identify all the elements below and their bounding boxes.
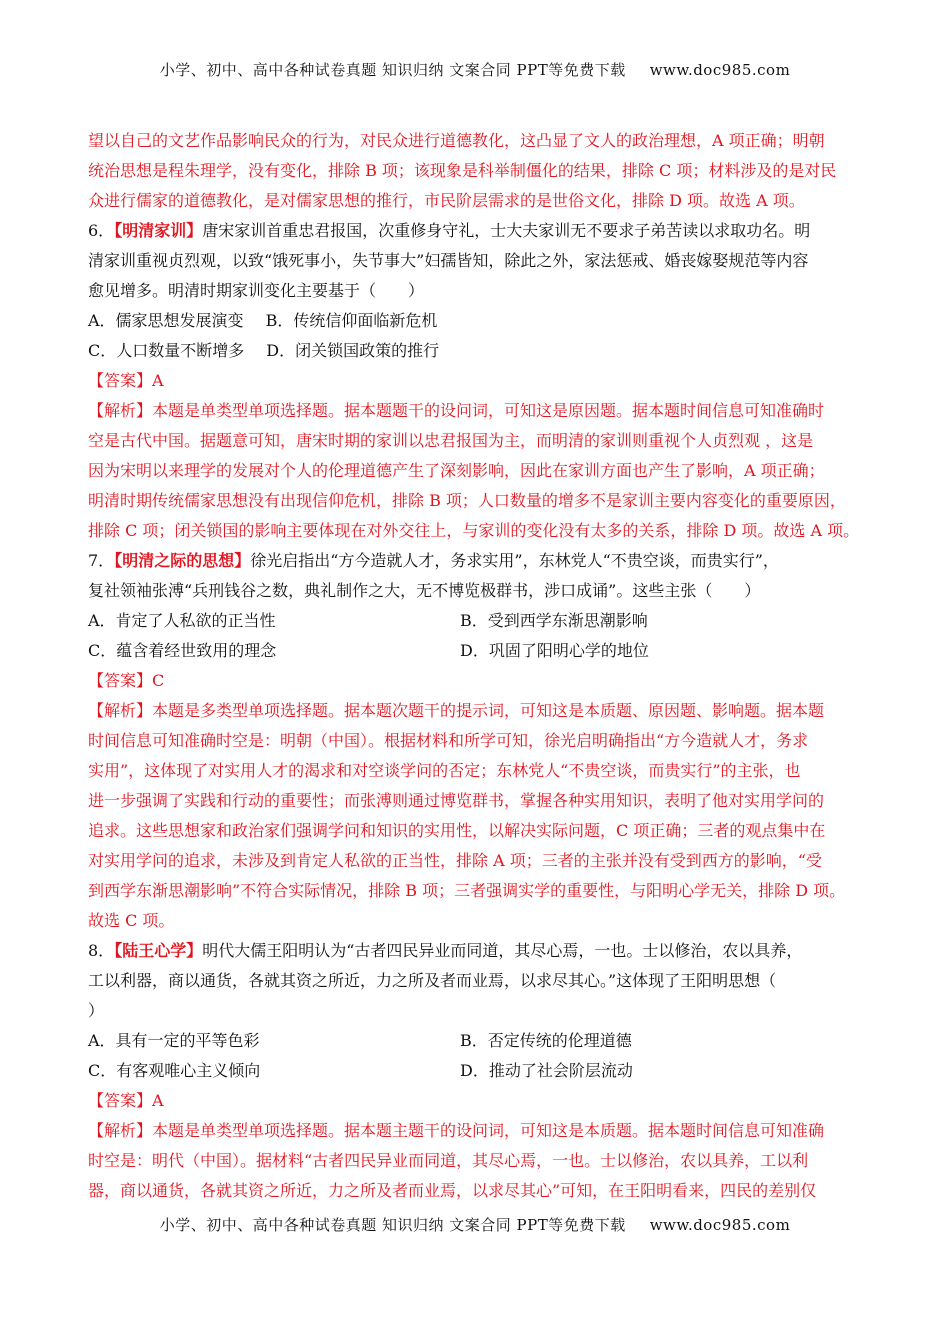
stem-line: 复社领袖张溥“兵刑钱谷之数，典礼制作之大，无不博览极群书，涉口成诵”。这些主张（ ）: [88, 581, 761, 600]
question-stem: [88, 546, 866, 576]
question-stem: [88, 936, 866, 966]
question-tag: 【明清之际的思想】: [114, 551, 251, 570]
analysis-line: 故选 C 项。: [88, 911, 175, 930]
analysis-line: 进一步强调了实践和行动的重要性；而张溥则通过博览群书，掌握各种实用知识，表明了他对实用学问的: [88, 791, 825, 810]
analysis-line: 统治思想是程朱理学，没有变化，排除 B 项；该现象是科举制僵化的结果，排除 C 项；材料涉及的是对民: [88, 161, 837, 180]
option-b: B．传统信仰面临新危机: [265, 311, 438, 330]
option-d: D．推动了社会阶层流动: [460, 1061, 633, 1080]
stem-line: 清家训重视贞烈观，以致“饿死事小，失节事大”妇孺皆知，除此之外，家法惩戒、婚丧嫁娶规范等内容: [88, 251, 809, 270]
options-row: [88, 606, 866, 636]
question-stem: [88, 216, 866, 246]
option-b: B．受到西学东渐思潮影响: [460, 611, 648, 630]
question-tag: 【陆王心学】: [114, 941, 203, 960]
question-8: [88, 936, 866, 1206]
analysis-line: 对实用学问的追求，未涉及到肯定人私欲的正当性，排除 A 项；三者的主张并没有受到西方的影响，“受: [88, 851, 822, 870]
question-7: [88, 546, 866, 936]
document-body: [88, 126, 866, 1206]
option-b: B．否定传统的伦理道德: [460, 1031, 632, 1050]
option-c: C．人口数量不断增多: [88, 341, 245, 360]
header-title: 小学、初中、高中各种试卷真题 知识归纳 文案合同 PPT等免费下载: [159, 61, 626, 79]
option-c: C．有客观唯心主义倾向: [88, 1061, 261, 1080]
stem-line: 工以利器，商以通货，各就其资之所近，力之所及者而业焉，以求尽其心。”这体现了王阳明思想（: [88, 971, 777, 990]
stem-line: ）: [88, 1001, 105, 1020]
analysis-line: 【解析】本题是多类型单项选择题。据本题次题干的提示词，可知这是本质题、原因题、影响题。据本题: [88, 701, 825, 720]
option-a: A．儒家思想发展演变: [88, 311, 244, 330]
options-row: [88, 1056, 866, 1086]
options-row: [88, 1026, 866, 1056]
analysis-line: 众进行儒家的道德教化，是对儒家思想的推行，市民阶层需求的是世俗文化，排除 D 项。故选 A 项。: [88, 191, 805, 210]
analysis-line: 时空是：明代（中国）。据材料“古者四民异业而同道，其尽心焉，一也。士以修治，农以具养，工以利: [88, 1151, 809, 1170]
question-6: [88, 216, 866, 546]
answer: 【答案】A: [88, 1091, 164, 1110]
analysis-line: 时间信息可知准确时空是：明朝（中国）。根据材料和所学可知，徐光启明确指出“方今造就人才，务求: [88, 731, 809, 750]
analysis-line: 实用”，这体现了对实用人才的渴求和对空谈学问的否定；东林党人“不贵空谈，而贵实行”的主张，也: [88, 761, 801, 780]
options-row: [88, 336, 866, 366]
option-a: A．具有一定的平等色彩: [88, 1031, 260, 1050]
analysis-line: 望以自己的文艺作品影响民众的行为，对民众进行道德教化，这凸显了文人的政治理想，A 项正确；明朝: [88, 131, 825, 150]
stem-text: 唐宋家训首重忠君报国，次重修身守礼，士大夫家训无不要求子弟苦读以求取功名。明: [202, 221, 811, 240]
analysis-line: 明清时期传统儒家思想没有出现信仰危机，排除 B 项；人口数量的增多不是家训主要内容变化的重要原因，: [88, 491, 846, 510]
stem-line: 愈见增多。明清时期家训变化主要基于（ ）: [88, 281, 425, 300]
footer-site-link[interactable]: www.doc985.com: [649, 1216, 791, 1234]
footer-title: 小学、初中、高中各种试卷真题 知识归纳 文案合同 PPT等免费下载: [159, 1216, 626, 1234]
options-row: [88, 636, 866, 666]
page-footer: [0, 1214, 950, 1235]
answer: 【答案】A: [88, 371, 164, 390]
option-d: D．闭关锁国政策的推行: [266, 341, 440, 360]
question-number: 6．: [88, 221, 115, 240]
answer: 【答案】C: [88, 671, 165, 690]
analysis-line: 排除 C 项；闭关锁国的影响主要体现在对外交往上，与家训的变化没有太多的关系，排除 D 项。故选 A 项。: [88, 521, 860, 540]
options-row: [88, 306, 866, 336]
header-site-link[interactable]: www.doc985.com: [649, 61, 791, 79]
option-a: A．肯定了人私欲的正当性: [88, 611, 276, 630]
analysis-line: 空是古代中国。据题意可知，唐宋时期的家训以忠君报国为主，而明清的家训则重视个人贞烈观 ，这是: [88, 431, 814, 450]
stem-text: 徐光启指出“方今造就人才，务求实用”，东林党人“不贵空谈，而贵实行”，: [250, 551, 779, 570]
analysis-line: 因为宋明以来理学的发展对个人的伦理道德产生了深刻影响，因此在家训方面也产生了影响，A 项正确；: [88, 461, 825, 480]
option-d: D．巩固了阳明心学的地位: [460, 641, 649, 660]
page-header: [0, 59, 950, 80]
question-tag: 【明清家训】: [114, 221, 203, 240]
stem-text: 明代大儒王阳明认为“古者四民异业而同道，其尽心焉，一也。士以修治，农以具养，: [202, 941, 803, 960]
option-c: C．蕴含着经世致用的理念: [88, 641, 277, 660]
question-number: 8．: [88, 941, 115, 960]
analysis-line: 器，商以通货，各就其资之所近，力之所及者而业焉，以求尽其心”可知，在王阳明看来，四民的差别仅: [88, 1181, 817, 1200]
analysis-line: 【解析】本题是单类型单项选择题。据本题题干的设问词，可知这是原因题。据本题时间信息可知准确时: [88, 401, 825, 420]
analysis-line: 【解析】本题是单类型单项选择题。据本题主题干的设问词，可知这是本质题。据本题时间信息可知准确: [88, 1121, 825, 1140]
previous-analysis: [88, 126, 866, 216]
question-number: 7．: [88, 551, 115, 570]
analysis-line: 追求。这些思想家和政治家们强调学问和知识的实用性，以解决实际问题，C 项正确；三者的观点集中在: [88, 821, 826, 840]
analysis-line: 到西学东渐思潮影响”不符合实际情况，排除 B 项；三者强调实学的重要性，与阳明心学无关，排除 D 项。: [88, 881, 846, 900]
